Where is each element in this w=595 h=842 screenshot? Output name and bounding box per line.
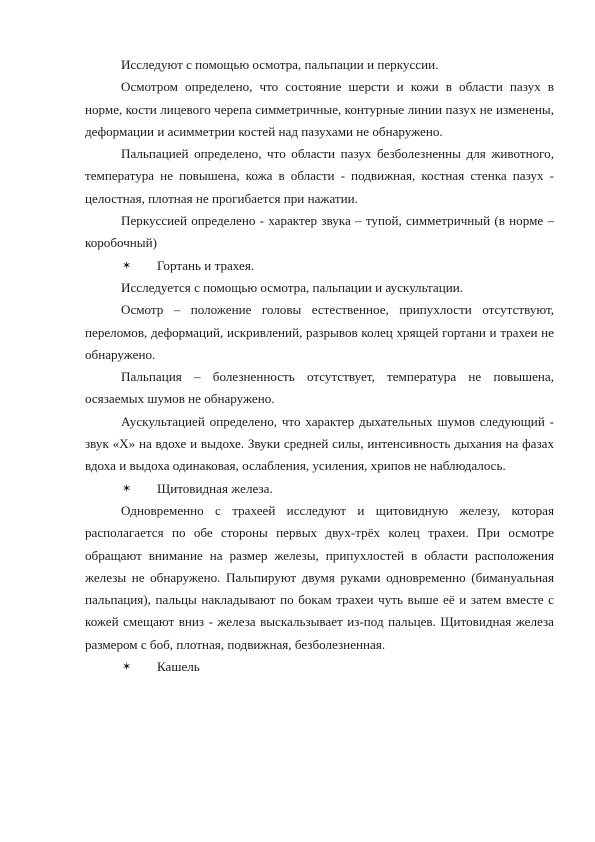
- paragraph-inspection-larynx: Осмотр – положение головы естественное, припухлости отсутствуют, переломов, деформаций, искривлений, разрывов колец хрящей гортани и трахеи не обнаружено.: [85, 302, 554, 362]
- paragraph-methods-sinuses: Исследуют с помощью осмотра, пальпации и перкуссии.: [121, 57, 439, 72]
- paragraph-palpation-sinuses: Пальпацией определено, что области пазух безболезненны для животного, температура не повышена, кожа в области - подвижная, костная стенка пазух - целостная, плотная не прогибается при нажатии.: [85, 146, 554, 206]
- list-item-label: Щитовидная железа.: [157, 480, 273, 496]
- list-item-label: Гортань и трахея.: [157, 257, 255, 273]
- list-item-label: Кашель: [157, 659, 200, 675]
- paragraph-percussion-sinuses: Перкуссией определено - характер звука – тупой, симметричный (в норме – коробочный): [85, 213, 554, 251]
- star-icon: ✶: [122, 481, 132, 495]
- star-icon: ✶: [122, 258, 132, 272]
- star-icon: ✶: [122, 660, 132, 674]
- paragraph-inspection-sinuses: Осмотром определено, что состояние шерсти и кожи в области пазух в норме, кости лицевого черепа симметричные, контурные линии пазух не изменены, деформации и асимметрии костей над пазухами не обнаружено.: [85, 79, 554, 139]
- paragraph-thyroid-exam: Одновременно с трахеей исследуют и щитовидную железу, которая располагается по обе стороны первых двух-трёх колец трахеи. При осмотре обращают внимание на размер железы, припухлостей в области расположения железы не обнаружено. Пальпируют двумя руками одновременно (бимануальная пальпация), пальцы накладывают по бокам трахеи чуть выше её и затем вместе с кожей смещают вниз - железа выскальзывает из-под пальцев. Щитовидная железа размером с боб, плотная, подвижная, безболезненная.: [85, 502, 554, 652]
- list-item-thyroid: [85, 478, 554, 500]
- list-item-cough: [85, 656, 554, 678]
- paragraph-palpation-larynx: Пальпация – болезненность отсутствует, температура не повышена, осязаемых шумов не обнаружено.: [85, 369, 554, 407]
- paragraph-methods-larynx: Исследуется с помощью осмотра, пальпации и аускультации.: [121, 279, 464, 295]
- paragraph-auscultation-larynx: Аускультацией определено, что характер дыхательных шумов следующий - звук «Х» на вдохе и выдохе. Звуки средней силы, интенсивность дыхания на фазах вдоха и выдоха одинаковая, ослабления, усиления, хрипов не наблюдалось.: [85, 413, 554, 474]
- list-item-larynx-trachea: [85, 255, 554, 277]
